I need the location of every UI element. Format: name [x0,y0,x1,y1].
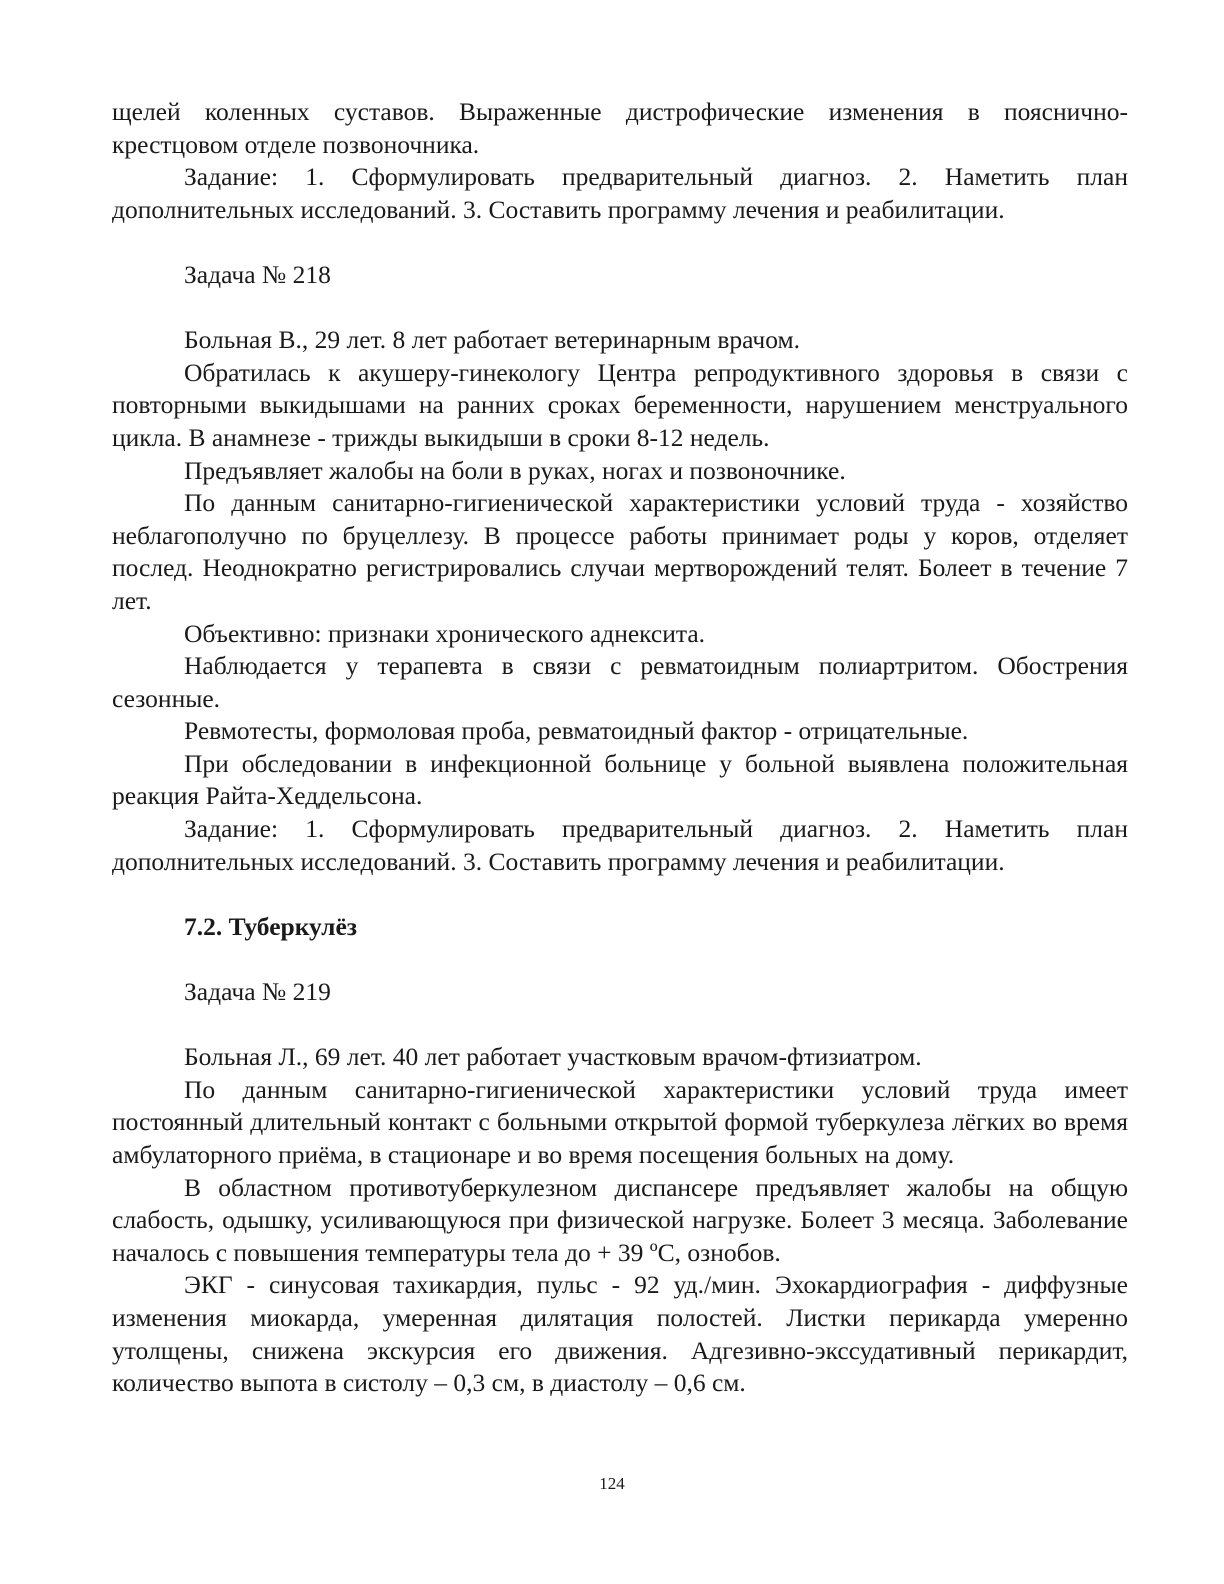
paragraph: В областном противотуберкулезном диспансере предъявляет жалобы на общую слабость, одышку, усиливающуюся при физической нагрузке. Болеет 3 месяца. Заболевание началось с повышения температуры тела до + 39 ºС, ознобов. [112,1172,1128,1267]
section-heading: 7.2. Туберкулёз [184,911,358,941]
paragraph: Объективно: признаки хронического аднексита. [184,618,706,648]
paragraph: Больная Л., 69 лет. 40 лет работает участковым врачом-фтизиатром. [184,1042,922,1072]
paragraph: Обратилась к акушеру-гинекологу Центра репродуктивного здоровья в связи с повторными выкидышами на ранних сроках беременности, нарушением менструального цикла. В анамнезе - трижды выкидыши в сроки 8-12 недель. [112,357,1128,452]
paragraph: ЭКГ - синусовая тахикардия, пульс - 92 уд./мин. Эхокардиография - диффузные изменения миокарда, умеренная дилятация полостей. Листки перикарда умеренно утолщены, снижена экскурсия его движения. Адгезивно-экссудативный перикардит, количество выпота в систолу – 0,3 см, в диастолу – 0,6 см. [112,1270,1128,1398]
paragraph: Ревмотесты, формоловая проба, ревматоидный фактор - отрицательные. [184,716,969,746]
paragraph: Больная В., 29 лет. 8 лет работает ветеринарным врачом. [184,325,801,355]
paragraph: щелей коленных суставов. Выраженные дистрофические изменения в пояснично-крестцовом отделе позвоночника. [112,97,1128,159]
paragraph: По данным санитарно-гигиенической характеристики условий труда имеет постоянный длительный контакт с больными открытой формой туберкулеза лёгких во время амбулаторного приёма, в стационаре и во время посещения больных на дому. [112,1074,1128,1169]
paragraph: По данным санитарно-гигиенической характеристики условий труда - хозяйство неблагополучно по бруцеллезу. В процессе работы принимает роды у коров, отделяет послед. Неоднократно регистрировались случаи мертворождений телят. Болеет в течение 7 лет. [112,488,1128,615]
paragraph: Наблюдается у терапевта в связи с ревматоидным полиартритом. Обострения сезонные. [112,651,1128,713]
case-title: Задача № 219 [184,977,331,1007]
task-paragraph: Задание: 1. Сформулировать предварительный диагноз. 2. Наметить план дополнительных исследований. 3. Составить программу лечения и реабилитации. [112,162,1128,224]
paragraph: При обследовании в инфекционной больнице у больной выявлена положительная реакция Райта-Хеддельсона. [112,748,1128,811]
task-paragraph: Задание: 1. Сформулировать предварительный диагноз. 2. Наметить план дополнительных исследований. 3. Составить программу лечения и реабилитации. [112,814,1128,876]
case-title: Задача № 218 [184,259,331,289]
paragraph: Предъявляет жалобы на боли в руках, ногах и позвоночнике. [184,455,846,485]
page-number: 124 [599,1474,625,1493]
document-page [112,96,1128,1400]
